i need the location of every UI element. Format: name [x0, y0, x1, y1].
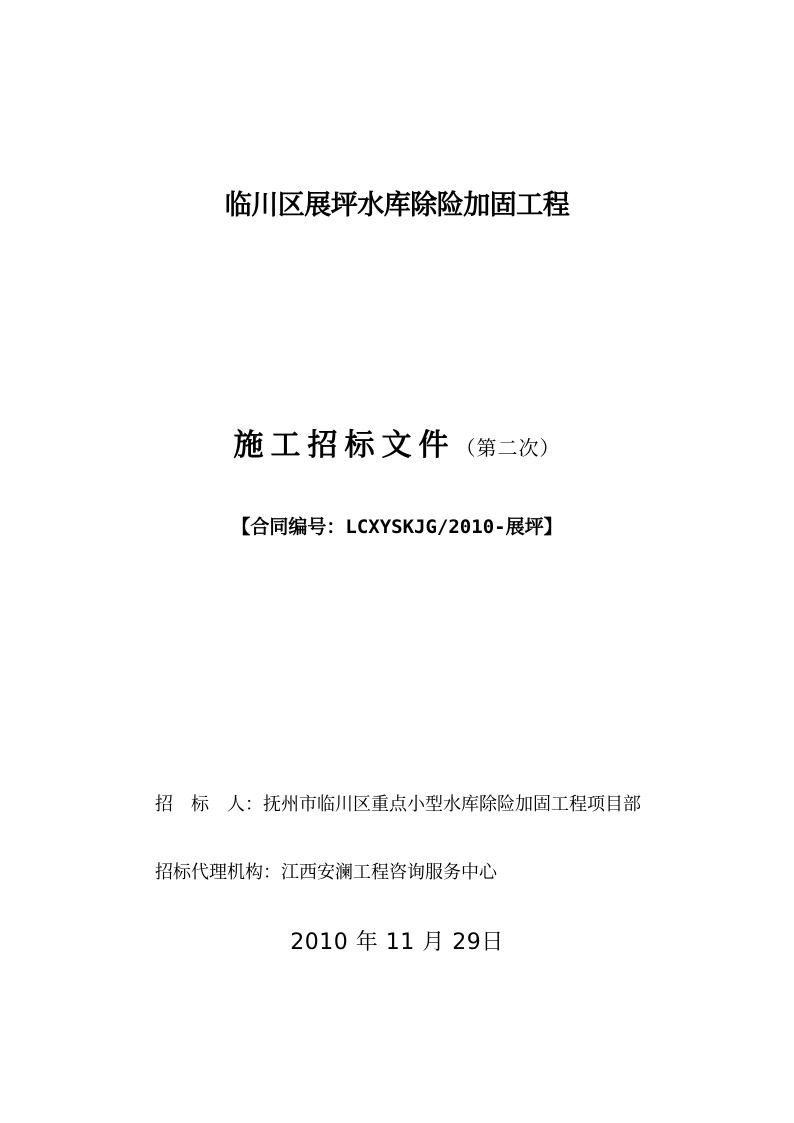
document-title: [0, 420, 794, 464]
tenderer-value: 抚州市临川区重点小型水库除险加固工程项目部: [263, 794, 641, 815]
date-day-unit: 日: [481, 930, 504, 955]
contract-label: 合同编号：: [250, 516, 346, 538]
date-year: 2010: [290, 930, 349, 955]
contract-code: LCXYSKJG/2010-: [345, 516, 506, 538]
contract-open-bracket: 【: [231, 516, 251, 538]
date-day: 29: [452, 930, 482, 955]
date-month: 11: [385, 930, 415, 955]
document-title-main: 施工招标文件: [233, 428, 456, 463]
document-title-sub: （第二次）: [455, 436, 561, 460]
contract-number: [0, 512, 794, 539]
issue-date: [0, 925, 794, 956]
project-title: 临川区展坪水库除险加固工程: [224, 190, 570, 221]
agent-label: 招标代理机构: [155, 862, 263, 883]
tenderer-label: 招 标 人: [155, 794, 245, 815]
tenderer-row: [155, 790, 641, 816]
agent-value: 江西安澜工程咨询服务中心: [281, 862, 497, 883]
tenderer-separator: ：: [245, 794, 263, 815]
contract-close-bracket: 】: [543, 516, 563, 538]
agent-separator: ：: [263, 862, 281, 883]
date-year-unit: 年: [355, 930, 379, 955]
agent-row: [155, 858, 497, 884]
date-month-unit: 月: [422, 930, 445, 955]
contract-suffix: 展坪: [505, 516, 544, 538]
